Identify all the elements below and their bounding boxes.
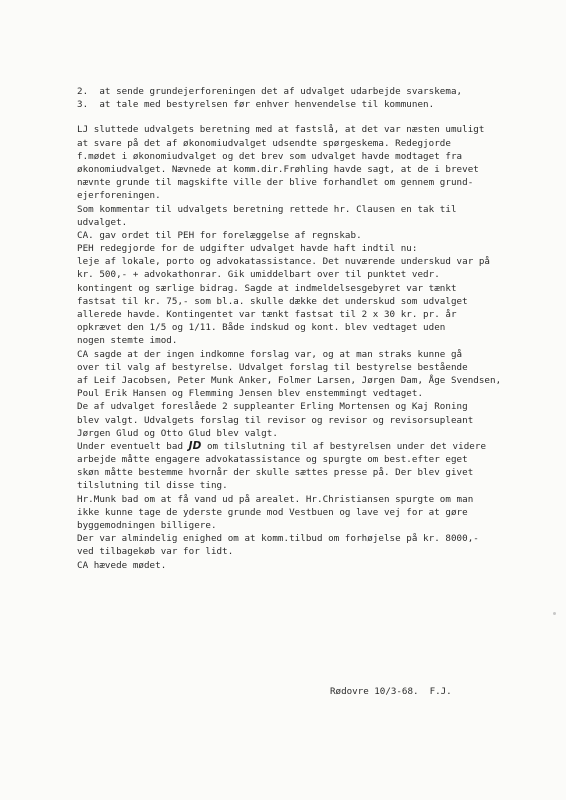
handwritten-initials: JD [188,439,202,452]
text-line: f.mødet i økonomiudvalget og det brev som udvalget havde modtaget fra [77,150,463,162]
text-line: Der var almindelig enighed om at komm.tilbud om forhøjelse på kr. 8000,- [77,533,479,545]
text-line: blev valgt. Udvalgets forslag til revisor og revisor og revisorsupleant [77,414,474,426]
text-line: skøn måtte bestemme hvornår der skulle sættes presse på. Der blev givet [77,467,474,479]
text-line: af Leif Jacobsen, Peter Munk Anker, Folmer Larsen, Jørgen Dam, Åge Svendsen, [77,374,502,386]
text-line: nævnte grunde til magskifte ville der blive forhandlet om gennem grund- [77,177,474,189]
text-line: CA sagde at der ingen indkomne forslag var, og at man straks kunne gå [77,348,463,360]
text-line: De af udvalget foreslåede 2 suppleanter Erling Mortensen og Kaj Roning [77,401,468,413]
text-line: ikke kunne tage de yderste grunde mod Vestbuen og lave vej for at gøre [77,506,468,518]
text-line: ejerforeningen. [77,190,161,202]
margin-speck [553,612,556,615]
text-line: opkrævet den 1/5 og 1/11. Både indskud og kont. blev vedtaget uden [77,322,446,334]
text-line: Poul Erik Hansen og Flemming Jensen blev enstemmingt vedtaget. [77,388,424,400]
text-line: over til valg af bestyrelse. Udvalget forslag til bestyrelse bestående [77,361,468,373]
list-item-3: 3. at tale med bestyrelsen før enhver henvendelse til kommunen. [77,99,435,111]
text-line: kr. 500,- + advokathonrar. Gik umiddelbart over til punktet vedr. [77,269,440,281]
list-item-2: 2. at sende grundejerforeningen det af udvalget udarbejde svarskema, [77,86,463,97]
text-line: fastsat til kr. 75,- som bl.a. skulle dække det underskud som udvalget [77,295,468,307]
text-line: Som kommentar til udvalgets beretning rettede hr. Clausen en tak til [77,203,457,215]
text-line: allerede havde. Kontingentet var tænkt fastsat til 2 x 30 kr. pr. år [77,309,457,320]
text-segment: Under eventuelt bad [77,440,189,452]
text-line: PEH redegjorde for de udgifter udvalget havde haft indtil nu: [77,243,418,255]
text-line: at svare på det af økonomiudvalget udsendte spørgeskema. Redegjorde [77,137,451,149]
text-line: Hr.Munk bad om at få vand ud på arealet. Hr.Christiansen spurgte om man [77,493,474,505]
document-body [77,85,547,572]
text-line: Jørgen Glud og Otto Glud blev valgt. [77,427,278,439]
text-line: ved tilbagekøb var for lidt. [77,546,234,558]
signature-line: Rødovre 10/3-68. F.J. [330,686,452,697]
text-line: økonomiudvalget. Nævnede at komm.dir.Frøhling havde sagt, at de i brevet [77,163,479,175]
text-line: LJ sluttede udvalgets beretning med at fastslå, at det var næsten umuligt [77,124,485,136]
text-line-with-handwriting [77,440,547,453]
text-line: leje af lokale, porto og advokatassistance. Det nuværende underskud var på [77,256,491,268]
text-line: byggemodningen billigere. [77,520,217,531]
text-line: arbejde måtte engagere advokatassistance og spurgte om best.efter eget [77,454,468,466]
text-line: nogen stemte imod. [77,335,178,347]
text-line: kontingent og særlige bidrag. Sagde at indmeldelsesgebyret var tænkt [77,282,457,294]
text-line: udvalget. [77,216,128,228]
text-line: CA. gav ordet til PEH for forelæggelse af regnskab. [77,229,362,241]
paragraph-gap [77,111,547,123]
text-line: CA hævede mødet. [77,559,167,571]
text-segment: om tilslutning til af bestyrelsen under det videre [201,440,487,452]
text-line: tilslutning til disse ting. [77,480,228,492]
